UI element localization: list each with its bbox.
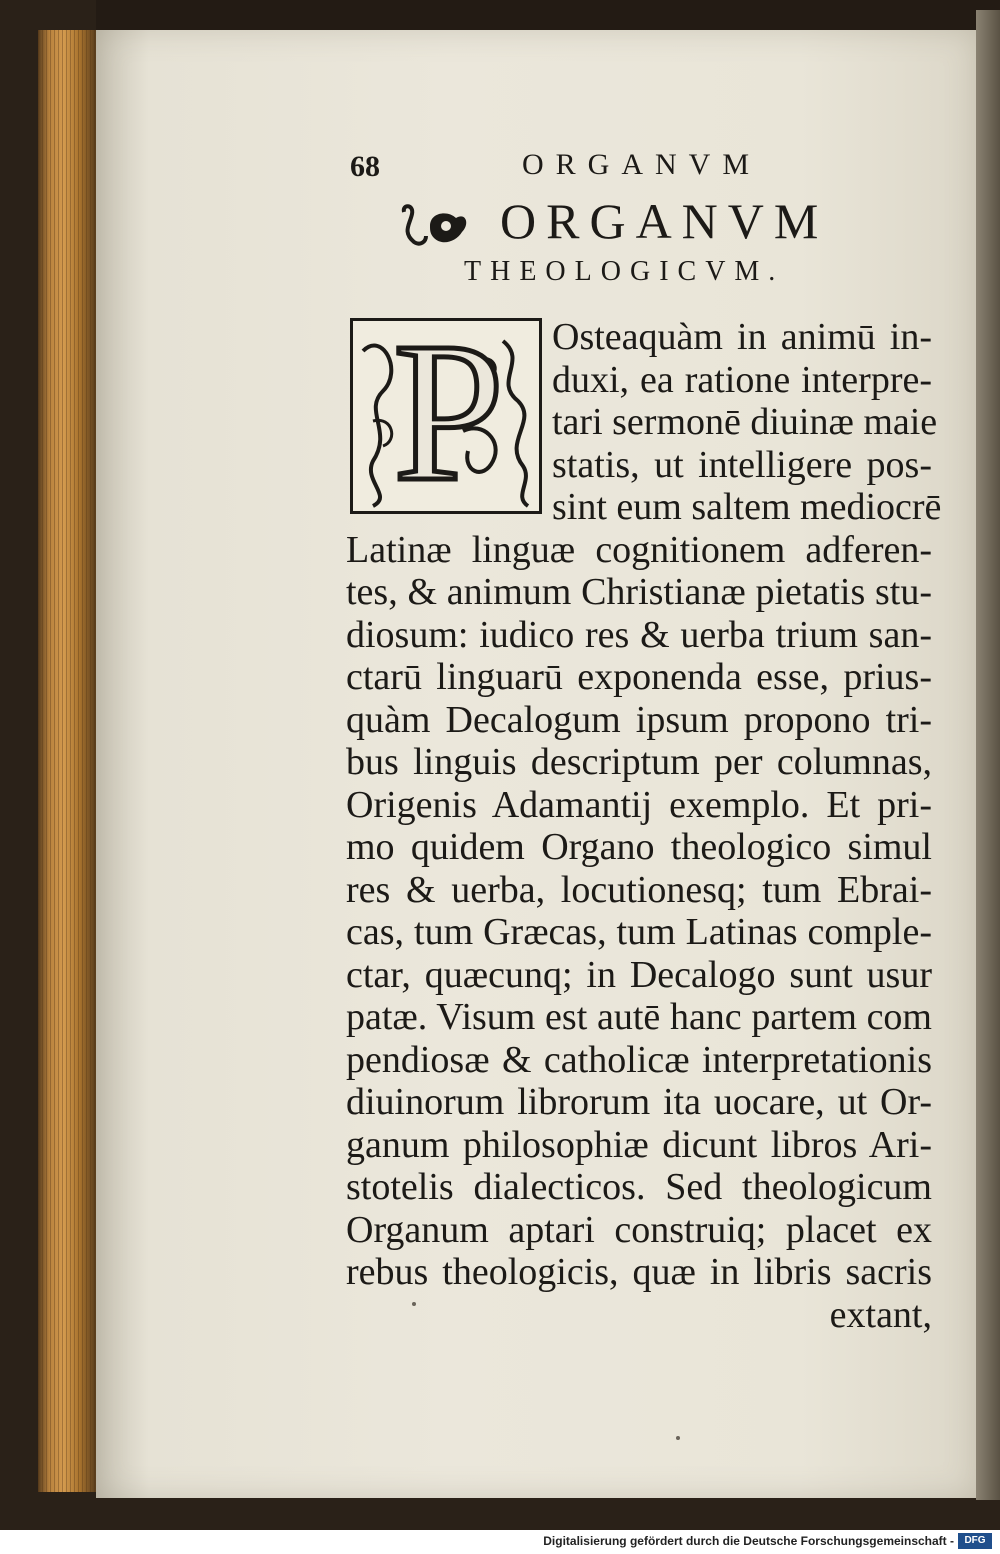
- text-line: cas, tum Græcas, tum Latinas comple-: [346, 911, 932, 953]
- text-line: rebus theologicis, quæ in libris sacris: [346, 1251, 932, 1293]
- text-line: bus linguis descriptum per columnas,: [346, 741, 932, 783]
- text-line: stotelis dialecticos. Sed theologicum: [346, 1166, 932, 1208]
- text-line: tes, & animum Christianæ pietatis stu-: [346, 571, 932, 613]
- footer-bar: [0, 1530, 1000, 1554]
- footer-credit: Digitalisierung gefördert durch die Deutsche Forschungsgemeinschaft -: [543, 1534, 954, 1548]
- paper-speck: [676, 1436, 680, 1440]
- text-line: ctar, quæcunq; in Decalogo sunt usur: [346, 953, 932, 996]
- text-line: diuinorum librorum ita uocare, ut Or-: [346, 1081, 932, 1123]
- body-text: [346, 316, 942, 1336]
- text-line: Origenis Adamantij exemplo. Et pri-: [346, 783, 932, 826]
- text-line: ctarū linguarū exponenda esse, prius-: [346, 656, 932, 698]
- catchword: extant,: [829, 1293, 932, 1336]
- text-line: Organum aptari construiq; placet ex: [346, 1208, 932, 1251]
- text-line: pendiosæ & catholicæ interpretationis: [346, 1038, 932, 1081]
- fleuron-ornament-icon: [400, 202, 470, 250]
- text-line: quàm Decalogum ipsum propono tri-: [346, 698, 932, 741]
- page-subtitle: THEOLOGICVM.: [464, 256, 785, 287]
- page-title: ORGANVM: [500, 193, 829, 249]
- initial-letter: P: [393, 302, 505, 523]
- page-number: 68: [350, 150, 380, 183]
- text-line: Osteaquàm in animū in-: [552, 316, 932, 358]
- text-line: ganum philosophiæ dicunt libros Ari-: [346, 1123, 932, 1166]
- text-line: mo quidem Organo theologico simul: [346, 826, 932, 868]
- dfg-logo-icon: DFG: [958, 1533, 992, 1549]
- text-line: patæ. Visum est autē hanc partem com: [346, 996, 932, 1038]
- text-line: diosum: iudico res & uerba trium san-: [346, 613, 932, 656]
- paper-speck: [412, 1302, 416, 1306]
- text-line: Latinæ linguæ cognitionem adferen-: [346, 528, 932, 571]
- text-line: statis, ut intelligere pos-: [552, 443, 932, 486]
- text-line: tari sermonē diuinæ maie: [552, 401, 938, 443]
- facing-page-strip: [976, 10, 1000, 1500]
- top-shadow: [96, 0, 1000, 34]
- page-edges-texture: [38, 30, 102, 1492]
- text-line: res & uerba, locutionesq; tum Ebrai-: [346, 868, 932, 911]
- text-line: duxi, ea ratione interpre-: [552, 358, 932, 401]
- running-title: ORGANVM: [522, 148, 762, 181]
- text-line: sint eum saltem mediocrē: [552, 486, 942, 528]
